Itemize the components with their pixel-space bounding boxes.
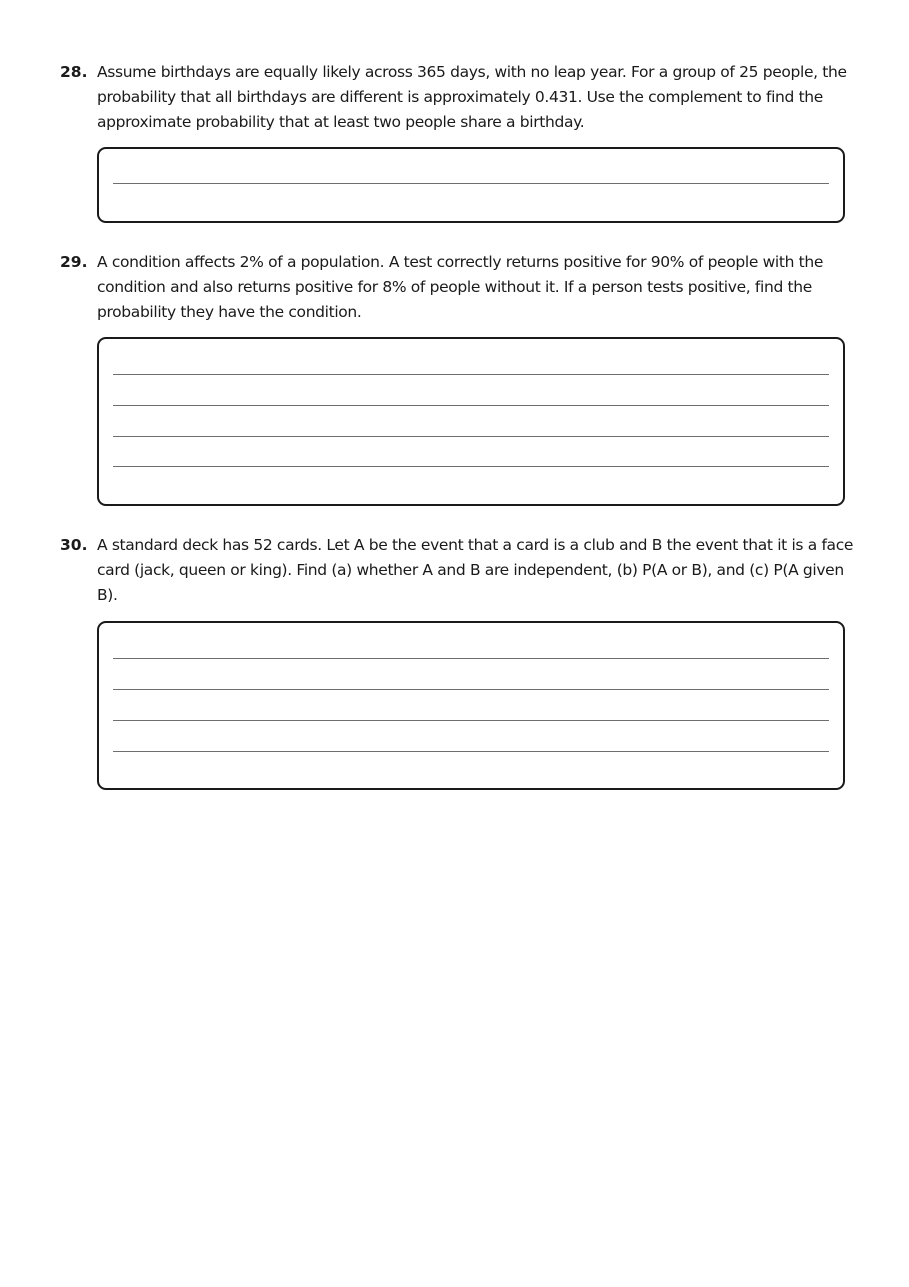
answer-line: [113, 405, 829, 406]
answer-line: [113, 436, 829, 437]
question-text: Assume birthdays are equally likely across 365 days, with no leap year. For a group of 25 people, the probability that all birthdays are different is approximately 0.431. Use the complement to find the approximate probability that at least two people share a birthday.: [97, 63, 847, 131]
answer-line: [113, 658, 829, 659]
answer-line: [113, 720, 829, 721]
question-number: 28.: [60, 63, 88, 81]
answer-line: [113, 183, 829, 184]
question-text: A standard deck has 52 cards. Let A be the event that a card is a club and B the event that it is a face card (jack, queen or king). Find (a) whether A and B are independent, (b) P(A or B), and (c) P(A given B).: [97, 536, 854, 604]
answer-box[interactable]: [97, 147, 845, 223]
answer-line: [113, 751, 829, 752]
answer-line: [113, 374, 829, 375]
answer-box[interactable]: [97, 621, 845, 790]
question-number: 30.: [60, 536, 88, 554]
answer-line: [113, 466, 829, 467]
question-text: A condition affects 2% of a population. A test correctly returns positive for 90% of people with the condition and also returns positive for 8% of people without it. If a person tests positive, find the probability they have the condition.: [97, 253, 824, 321]
question-30: [60, 533, 860, 608]
answer-box[interactable]: [97, 337, 845, 506]
answer-line: [113, 689, 829, 690]
question-29: [60, 250, 860, 325]
question-28: [60, 60, 860, 135]
question-number: 29.: [60, 253, 88, 271]
